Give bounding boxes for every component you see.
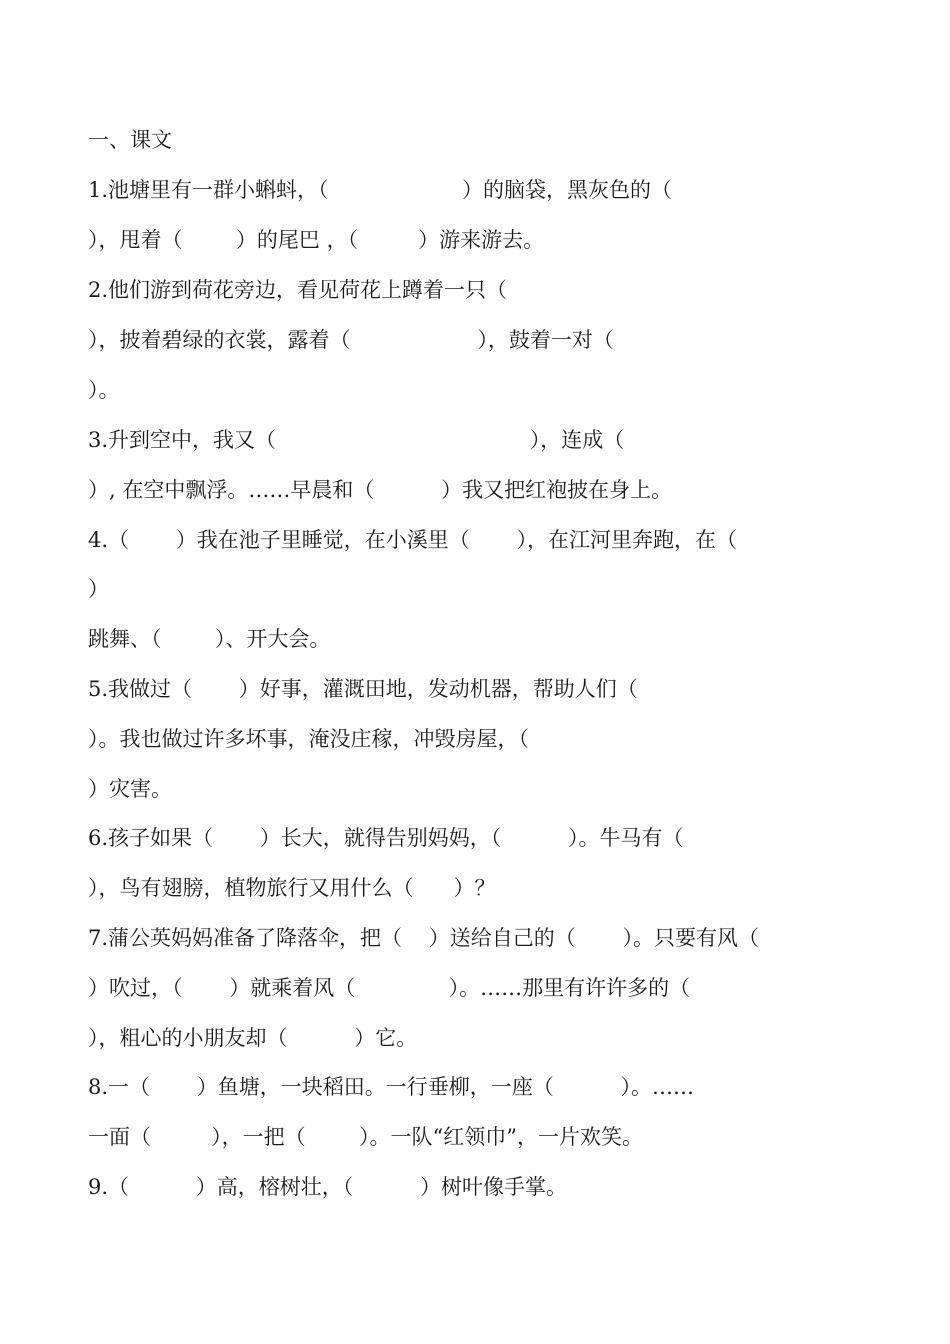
question-6-line-1: 6.孩子如果（ ）长大，就得告别妈妈，（ ）。牛马有（ <box>88 826 684 850</box>
question-7-line-3: ），粗心的小朋友却（ ）它。 <box>88 1026 418 1050</box>
question-5-line-2: ）。我也做过许多坏事，淹没庄稼，冲毁房屋，（ <box>88 727 529 751</box>
question-4-line-1: 4.（ ）我在池子里睡觉，在小溪里（ ），在江河里奔跑，在（ <box>88 528 737 552</box>
question-4-line-3: 跳舞、（ ）、开大会。 <box>88 627 331 651</box>
question-9-line-1: 9.（ ）高，榕树壮，（ ）树叶像手掌。 <box>88 1175 568 1199</box>
question-8-line-1: 8.一（ ）鱼塘，一块稻田。一行垂柳，一座（ ）。…… <box>88 1075 695 1099</box>
question-8-line-2: 一面（ ），一把（ ）。一队“红领巾”，一片欢笑。 <box>88 1125 643 1149</box>
question-7-line-2: ）吹过，（ ）就乘着风（ ）。……那里有许许多的（ <box>88 976 691 1000</box>
section-heading: 一、课文 <box>88 128 172 152</box>
question-3-line-1: 3.升到空中，我又（ ），连成（ <box>88 428 625 452</box>
question-5-line-3: ）灾害。 <box>88 777 172 801</box>
question-1-line-2: ），甩着（ ）的尾巴 ，（ ）游来游去。 <box>88 228 545 252</box>
question-4-line-2: ） <box>88 577 109 601</box>
question-3-line-2: ）, 在空中飘浮。……早晨和（ ）我又把红袍披在身上。 <box>88 478 673 502</box>
question-5-line-1: 5.我做过（ ）好事，灌溉田地，发动机器，帮助人们（ <box>88 677 638 701</box>
question-7-line-1: 7.蒲公英妈妈准备了降落伞，把（ ）送给自己的（ ）。只要有风（ <box>88 926 759 950</box>
question-6-line-2: ），鸟有翅膀，植物旅行又用什么（ ）？ <box>88 876 496 900</box>
question-2-line-1: 2.他们游到荷花旁边，看见荷花上蹲着一只（ <box>88 278 508 302</box>
question-2-line-3: ）。 <box>88 378 120 402</box>
question-1-line-1: 1.池塘里有一群小蝌蚪，（ ）的脑袋，黑灰色的（ <box>88 178 673 202</box>
question-2-line-2: ），披着碧绿的衣裳，露着（ ），鼓着一对（ <box>88 328 614 352</box>
